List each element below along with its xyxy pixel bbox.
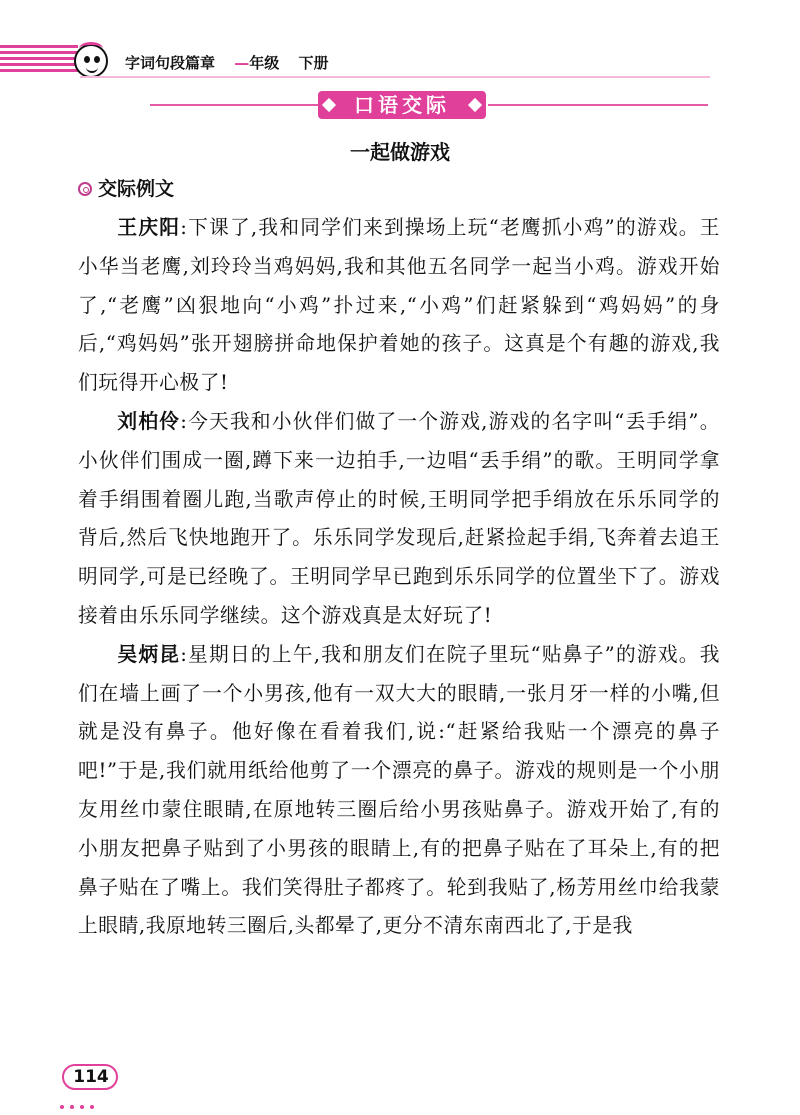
section-heading bbox=[78, 174, 174, 201]
speaker-name: 王庆阳 bbox=[117, 216, 181, 239]
example-text bbox=[78, 209, 720, 946]
banner-rule-right bbox=[488, 104, 708, 106]
page-number-decoration bbox=[60, 1094, 126, 1098]
paragraph-text: :星期日的上午,我和朋友们在院子里玩“贴鼻子”的游戏。我们在墙上画了一个小男孩,他有一双大大的眼睛,一张月牙一样的小嘴,但就是没有鼻子。他好像在看着我们,说:“赶紧给我贴一个漂亮的鼻子吧!”于是,我们就用纸给他剪了一个漂亮的鼻子。游戏的规则是一个小朋友用丝巾蒙住眼睛,在原地转三圈后给小男孩贴鼻子。游戏开始了,有的小朋友把鼻子贴到了小男孩的眼睛上,有的把鼻子贴在了耳朵上,有的把鼻子贴在了嘴上。我们笑得肚子都疼了。轮到我贴了,杨芳用丝巾给我蒙上眼睛,我原地转三圈后,头都晕了,更分不清东南西北了,于是我 bbox=[78, 642, 720, 938]
paragraph bbox=[78, 403, 720, 636]
paragraph bbox=[78, 209, 720, 403]
section-banner: 口语交际 bbox=[318, 91, 486, 119]
book-title: 字词句段篇章 bbox=[125, 54, 216, 72]
double-circle-icon bbox=[78, 182, 92, 196]
page-number: 114 bbox=[66, 1064, 116, 1090]
grade-label: —年级 bbox=[234, 54, 280, 72]
lesson-title: 一起做游戏 bbox=[350, 140, 450, 164]
banner-rule-left bbox=[150, 104, 320, 106]
mascot-icon bbox=[74, 44, 108, 78]
header-divider bbox=[80, 76, 710, 78]
paragraph bbox=[78, 636, 720, 946]
running-header bbox=[125, 52, 329, 73]
speaker-name: 刘柏伶 bbox=[117, 409, 181, 433]
paragraph-text: :今天我和小伙伴们做了一个游戏,游戏的名字叫“丢手绢”。小伙伴们围成一圈,蹲下来一边拍手,一边唱“丢手绢”的歌。王明同学拿着手绢围着圈儿跑,当歌声停止的时候,王明同学把手绢放在乐乐同学的背后,然后飞快地跑开了。乐乐同学发现后,赶紧捡起手绢,飞奔着去追王明同学,可是已经晚了。王明同学早已跑到乐乐同学的位置坐下了。游戏接着由乐乐同学继续。这个游戏真是太好玩了! bbox=[78, 409, 720, 627]
header-decoration-stripes bbox=[0, 45, 78, 77]
section-heading-label: 交际例文 bbox=[98, 178, 175, 200]
volume-label: 下册 bbox=[298, 54, 329, 72]
speaker-name: 吴炳昆 bbox=[117, 642, 181, 666]
paragraph-text: :下课了,我和同学们来到操场上玩“老鹰抓小鸡”的游戏。王小华当老鹰,刘玲玲当鸡妈妈,我和其他五名同学一起当小鸡。游戏开始了,“老鹰”凶狠地向“小鸡”扑过来,“小鸡”们赶紧躲到“鸡妈妈”的身后,“鸡妈妈”张开翅膀拼命地保护着她的孩子。这真是个有趣的游戏,我们玩得开心极了! bbox=[78, 216, 720, 395]
